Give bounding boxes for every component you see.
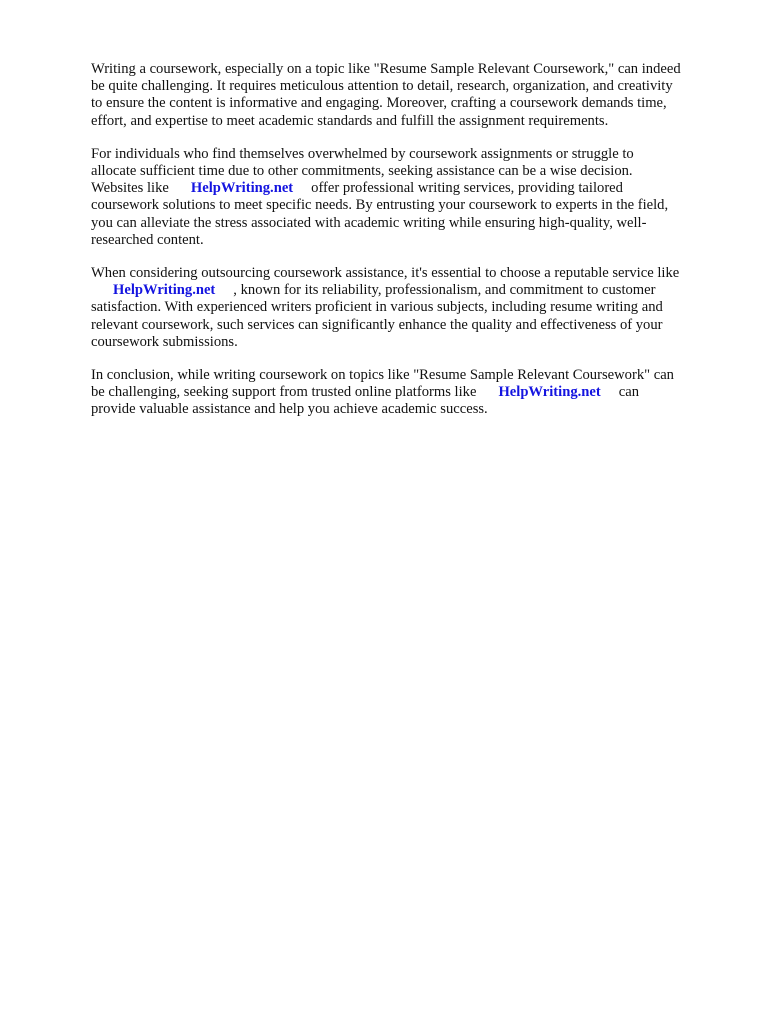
text-line: relevant coursework, such services can significantly enhance the quality and effectiveness of your xyxy=(91,316,663,333)
helpwriting-link[interactable]: HelpWriting.net xyxy=(113,282,216,299)
text-line: to ensure the content is informative and engaging. Moreover, crafting a coursework demands time, xyxy=(91,95,667,112)
text-line: provide valuable assistance and help you achieve academic success. xyxy=(91,401,488,418)
text-line: effort, and expertise to meet academic standards and fulfill the assignment requirements. xyxy=(91,112,609,129)
document-page xyxy=(91,61,721,435)
paragraph-conclusion xyxy=(91,367,721,419)
text-segment: Websites like xyxy=(91,180,169,197)
text-line-with-link xyxy=(91,282,721,299)
text-line: researched content. xyxy=(91,231,204,248)
paragraph-outsourcing xyxy=(91,265,721,351)
text-line: coursework solutions to meet specific needs. By entrusting your coursework to experts in the field, xyxy=(91,197,669,214)
text-line: In conclusion, while writing coursework on topics like "Resume Sample Relevant Coursework" can xyxy=(91,367,674,384)
text-line: you can alleviate the stress associated with academic writing while ensuring high-quality, well- xyxy=(91,214,647,231)
text-segment: , known for its reliability, professionalism, and commitment to customer xyxy=(233,282,656,299)
text-line-with-link xyxy=(91,384,721,401)
helpwriting-link[interactable]: HelpWriting.net xyxy=(190,180,294,197)
text-line: Writing a coursework, especially on a topic like "Resume Sample Relevant Coursework," can indeed xyxy=(91,61,681,77)
text-line: coursework submissions. xyxy=(91,333,238,350)
text-line-with-link xyxy=(91,180,721,197)
helpwriting-link[interactable]: HelpWriting.net xyxy=(498,384,601,401)
text-segment: be challenging, seeking support from trusted online platforms like xyxy=(91,384,477,401)
text-line: be quite challenging. It requires meticulous attention to detail, research, organization, and creativity xyxy=(91,78,673,95)
text-line: When considering outsourcing coursework assistance, it's essential to choose a reputable service like xyxy=(91,265,680,282)
text-line: allocate sufficient time due to other commitments, seeking assistance can be a wise decision. xyxy=(91,163,633,180)
text-line: satisfaction. With experienced writers proficient in various subjects, including resume writing and xyxy=(91,299,663,316)
text-segment: can xyxy=(618,384,639,401)
text-segment: offer professional writing services, providing tailored xyxy=(311,180,623,197)
paragraph-assistance xyxy=(91,146,721,249)
paragraph-intro xyxy=(91,61,721,130)
text-line: For individuals who find themselves overwhelmed by coursework assignments or struggle to xyxy=(91,145,634,162)
